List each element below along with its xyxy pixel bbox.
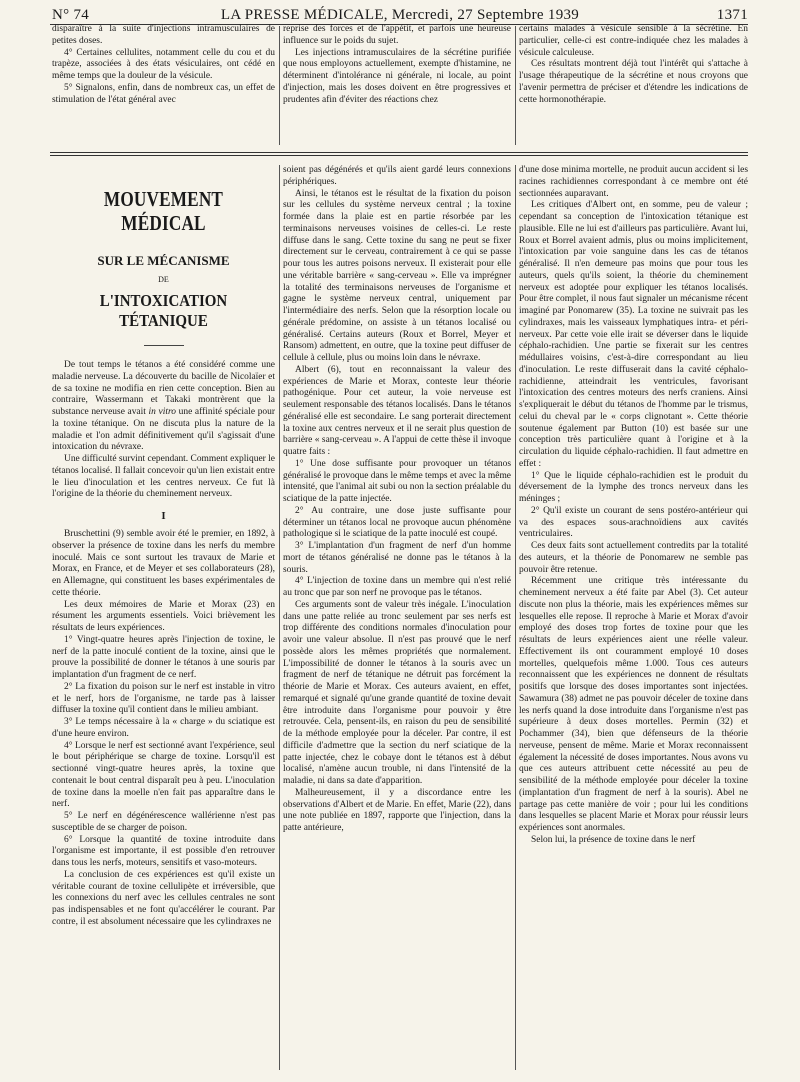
journal-title: LA PRESSE MÉDICALE, Mercredi, 27 Septembre 1939 (220, 7, 580, 23)
article-title-line1: SUR LE MÉCANISME (97, 253, 230, 268)
paragraph: Bruschettini (9) semble avoir été le premier, en 1892, à observer la présence de toxine dans les nerfs du membre inoculé. Mais ce sont surtout les travaux de Marie et Morax, en France, et de Meyer et ses collaborateurs (28), en Allemagne, qui constituent les bases expérimentales de cette théorie. (52, 529, 275, 598)
section-rule (50, 155, 748, 156)
column-divider (515, 165, 516, 1070)
paragraph: Une difficulté survint cependant. Comment expliquer le tétanos localisé. Il fallait concevoir qu'un lien existait entre le lieu d'inoculation et les centres nerveux. Ce fut là l'origine de la théorie du cheminement nerveux. (52, 454, 275, 500)
column-divider (515, 26, 516, 145)
paragraph: 2° Au contraire, une dose juste suffisante pour déterminer un tétanos local ne provoque aucun phénomène pathologique si le sciatique de la patte inoculé est coupé. (283, 505, 511, 540)
section-numeral: I (161, 510, 166, 522)
paragraph: Malheureusement, il y a discordance entre les observations d'Albert et de Marie. En effet, Marie (22), dans une note publiée en 1897, rapporte que l'injection, dans la patte antérieure, (283, 787, 511, 833)
paragraph: Ces résultats montrent déjà tout l'intérêt qui s'attache à l'usage thérapeutique de la sécrétine et nous croyons que l'avenir permettra de préciser et d'étendre les indications de cette hormonothérapie. (519, 59, 748, 105)
paragraph: De tout temps le tétanos a été considéré comme une maladie nerveuse. La découverte du bacille de Nicolaïer et de sa toxine ne modifia en rien cette conception. Bien au contraire, Wassermann et Takaki montrèrent que la substance nerveuse avait in vitro une affinité spéciale pour la toxine tétanique. On ne discuta plus la nature de la maladie et l'on admit définitivement qu'il s'agissait d'une intoxication du névraxe. (52, 360, 275, 453)
paragraph: reprise des forces et de l'appétit, et parfois une heureuse influence sur le poids du sujet. (283, 24, 511, 46)
paragraph: 2° La fixation du poison sur le nerf est instable in vitro et le nerf, hors de l'organisme, ne tarde pas à laisser diffuser la toxine qu'il contient dans le milieu ambiant. (52, 681, 275, 716)
paragraph: La conclusion de ces expériences est qu'il existe un véritable courant de toxine cellulipète et irréversible, que les connexions du nerf avec les cellules centrales ne sont pas indispensables et ne font qu'accélérer le courant. Par contre, il est absolument nécessaire que les cylindraxes ne (52, 869, 275, 927)
paragraph: Les injections intramusculaires de la sécrétine purifiée que nous employons actuellement, exempte d'histamine, ne déterminent d'intolérance ni générale, ni locale, au point d'injection, mais les doses doivent en être progressives et prudentes afin d'éviter des réactions chez (283, 47, 511, 105)
paragraph: 4° Certaines cellulites, notamment celle du cou et du trapèze, associées à des états vésiculaires, ont cédé en même temps que la douleur de la vésicule. (52, 47, 275, 81)
article-column-3 (519, 165, 748, 1070)
paragraph: 1° Vingt-quatre heures après l'injection de toxine, le nerf de la patte inoculé contient de la toxine, ainsi que le prouve la possibilité de donner le tétanos à une souris par implantation d'un fragment de ce nerf. (52, 634, 275, 680)
paragraph: 4° Lorsque le nerf est sectionné avant l'expérience, seul le bout périphérique se charge de toxine. Lorsqu'il est sectionné vingt-quatre heures après, la toxine que contenait le bout central disparaît peu à peu. L'inoculation de toxine dans la moelle n'en fait pas apparaître dans le nerf. (52, 740, 275, 810)
column-divider (279, 165, 280, 1070)
paragraph: Ces deux faits sont actuellement contredits par la totalité des auteurs, et la théorie de Ponomarew ne semble pas pouvoir être retenue. (519, 541, 748, 575)
top-column-2 (283, 24, 511, 145)
paragraph: Les critiques d'Albert ont, en somme, peu de valeur ; cependant sa conception de l'intoxication tétanique est plausible. Elle ne lui est d'ailleurs pas particulière. Avant lui, Roux et Borrel avaient admis, plus ou moins implicitement, l'intoxication par voie sanguine dans les cas de tétanos généralisé. Il n'en demeure pas moins que pour tous les auteurs, quels qu'ils soient, la théorie du cheminement nerveux est adoptée pour expliquer les tétanos localisés. Pour être complet, il nous faut signaler un mécanisme récent imaginé par Ponomarew (35). La toxine ne suivrait pas les cylindraxes, mais les vaisseaux lymphatiques intra- et péri-nerveux. Par cette voie elle irait se déverser dans le liquide céphalo-rachidien. Une partie se fixerait sur les centres médullaires voisins, c'est-à-dire correspondant au lieu d'inoculation. Le reste diffuserait dans la cavité céphalo-rachidienne, atteindrait les ventricules, favorisant l'intoxication des centres moteurs des nerfs craniens. Ainsi s'expliquerait le début du tétanos de l'homme par le trismus, celui du cheval par le « corps clignotant ». Cette théorie soutenue également par Button (10) est basée sur une conception très particulière quant à l'origine et à la circulation du liquide céphalo-rachidien. Il faut admettre en effet : (519, 200, 748, 469)
paragraph: d'une dose minima mortelle, ne produit aucun accident si les racines rachidiennes correspondant à ce membre ont été sectionnées auparavant. (519, 165, 748, 199)
paragraph: Ces arguments sont de valeur très inégale. L'inoculation dans une patte reliée au tronc seulement par ses nerfs est trop différente des conditions normales d'inoculation pour avoir une valeur absolue. Il n'est pas prouvé que le nerf possède alors les mêmes propriétés que normalement. L'impossibilité de donner le tétanos à la souris avec un fragment de nerf de tétanique ne détruit pas forcément la théorie de Marie et Morax. Ces auteurs avaient, en effet, remarqué et signalé qu'une grande quantité de toxine devait être introduite dans l'organisme pour pouvoir y être retrouvée. Cela, pensent-ils, en raison du peu de sensibilité de la méthode employée pour la déceler. Par contre, il est difficile d'admettre que la section du nerf sciatique de la patte injectée, chez le cobaye dont le tétanos est à début localisé, n'amène aucun trouble, ni dans l'intensité de la maladie, ni dans sa date d'apparition. (283, 599, 511, 786)
paragraph: Ainsi, le tétanos est le résultat de la fixation du poison sur les cellules du système nerveux central ; la toxine formée dans la plaie est en partie résorbée par les terminaisons nerveuses voisines de celles-ci. Le reste diffuse dans le sang. Cette toxine du sang ne peut se fixer directement sur le cerveau, contrairement à ce qui se passe pour tous les autres poisons nerveux. Il existerait pour elle une véritable barrière « sang-cerveau ». Elle va imprégner la totalité des terminaisons nerveuses de l'organisme et gagne le système nerveux central, uniquement par l'intermédiaire des nerfs. Selon que la résorption locale ou générale prédomine, on assiste à un tétanos localisé ou généralisé. Certains auteurs (Roux et Borrel, Meyer et Ransom) admettent, en outre, que la toxine peut diffuser de cellule à cellule, plus ou moins loin dans le névraxe. (283, 188, 511, 363)
paragraph: disparaître à la suite d'injections intramusculaires de petites doses. (52, 24, 275, 46)
page-number-left: N° 74 (52, 7, 90, 23)
page-number-right: 1371 (716, 7, 748, 23)
title-rule (144, 345, 184, 346)
paragraph: soient pas dégénérés et qu'ils aient gardé leurs connexions périphériques. (283, 165, 511, 187)
page-header (52, 6, 748, 24)
paragraph: 1° Que le liquide céphalo-rachidien est le produit du déversement de la lymphe des troncs nerveux dans les méninges ; (519, 470, 748, 504)
paragraph: Les deux mémoires de Marie et Morax (23) en résument les arguments essentiels. Voici brièvement les résultats de leurs expériences. (52, 599, 275, 633)
paragraph: Récemment une critique très intéressante du cheminement nerveux a été faite par Abel (3). Cet auteur discute non plus la théorie, mais les expériences mêmes sur lesquelles elle repose. Il reproche à Marie et Morax d'avoir employé des doses trop fortes de toxine pour que les résultats de leurs expériences aient une réelle valeur. Effectivement ils ont couramment employé 10 doses mortelles, quelquefois même 1.000. Tous ces auteurs reconnaissent que les expériences ne donnent de résultats positifs que lorsque des doses importantes sont injectées. Sawamura (38) admet ne pas pouvoir déceler de toxine dans les nerfs quand la dose introduite dans l'organisme n'est pas supérieure à deux doses mortelles. Permin (32) et Pochammer (34), bien que défenseurs de la théorie nerveuse, pensent de même. Marie et Morax reconnaissent également la nécessité de doses importantes. Nous avons vu que ces auteurs attribuent cette nécessité au peu de sensibilité de la méthode employée pour déceler la toxine (implantation d'un fragment de nerf à la souris). Abel ne partage pas cette manière de voir ; pour lui les conditions dans lesquelles se placent Marie et Morax pour réussir leurs expériences sont anormales. (519, 576, 748, 833)
section-heading: MOUVEMENT MÉDICAL (103, 187, 224, 235)
article-title-line3: L'INTOXICATION TÉTANIQUE (99, 291, 228, 330)
top-column-1 (52, 24, 275, 145)
paragraph: 4° L'injection de toxine dans un membre qui n'est relié au tronc que par son nerf ne provoque pas le tétanos. (283, 576, 511, 598)
article-title-line2: DE (158, 275, 169, 284)
paragraph: 5° Signalons, enfin, dans de nombreux cas, un effet de stimulation de l'état général avec (52, 82, 275, 105)
paragraph: Albert (6), tout en reconnaissant la valeur des expériences de Marie et Morax, conteste leur théorie pathogénique. Pour cet auteur, la voie nerveuse est seulement responsable des tétanos localisés. Dans le tétanos généralisé elle est secondaire. Le sang porterait directement la toxine aux centres nerveux et il ne serait plus question de barrière « sang-cerveau ». A l'appui de cette thèse il invoque quatre faits : (283, 364, 511, 457)
paragraph: certains malades à vésicule sensible à la sécrétine. En particulier, celle-ci est contre-indiquée chez les malades à vésicule calculeuse. (519, 24, 748, 58)
paragraph: 3° Le temps nécessaire à la « charge » du sciatique est d'une heure environ. (52, 717, 275, 739)
top-column-3 (519, 24, 748, 145)
article-column-2 (283, 165, 511, 1070)
section-rule (50, 152, 748, 153)
article-column-1 (52, 165, 275, 1070)
paragraph: 1° Une dose suffisante pour provoquer un tétanos généralisé le provoque dans le même temps et avec la même intensité, que l'animal ait subi ou non la section préalable du sciatique de la patte injectée. (283, 458, 511, 504)
column-divider (279, 26, 280, 145)
paragraph: 2° Qu'il existe un courant de sens postéro-antérieur qui va des espaces sous-arachnoïdiens aux cavités ventriculaires. (519, 505, 748, 540)
paragraph: Selon lui, la présence de toxine dans le nerf (531, 834, 696, 845)
paragraph: 5° Le nerf en dégénérescence wallérienne n'est pas susceptible de se charger de poison. (52, 811, 275, 833)
paragraph: 6° Lorsque la quantité de toxine introduite dans l'organisme est importante, il est possible d'en retrouver dans tous les nerfs, moteurs, sensitifs et vaso-moteurs. (52, 834, 275, 868)
paragraph: 3° L'implantation d'un fragment de nerf d'un homme mort de tétanos généralisé ne donne pas le tétanos à la souris. (283, 541, 511, 575)
